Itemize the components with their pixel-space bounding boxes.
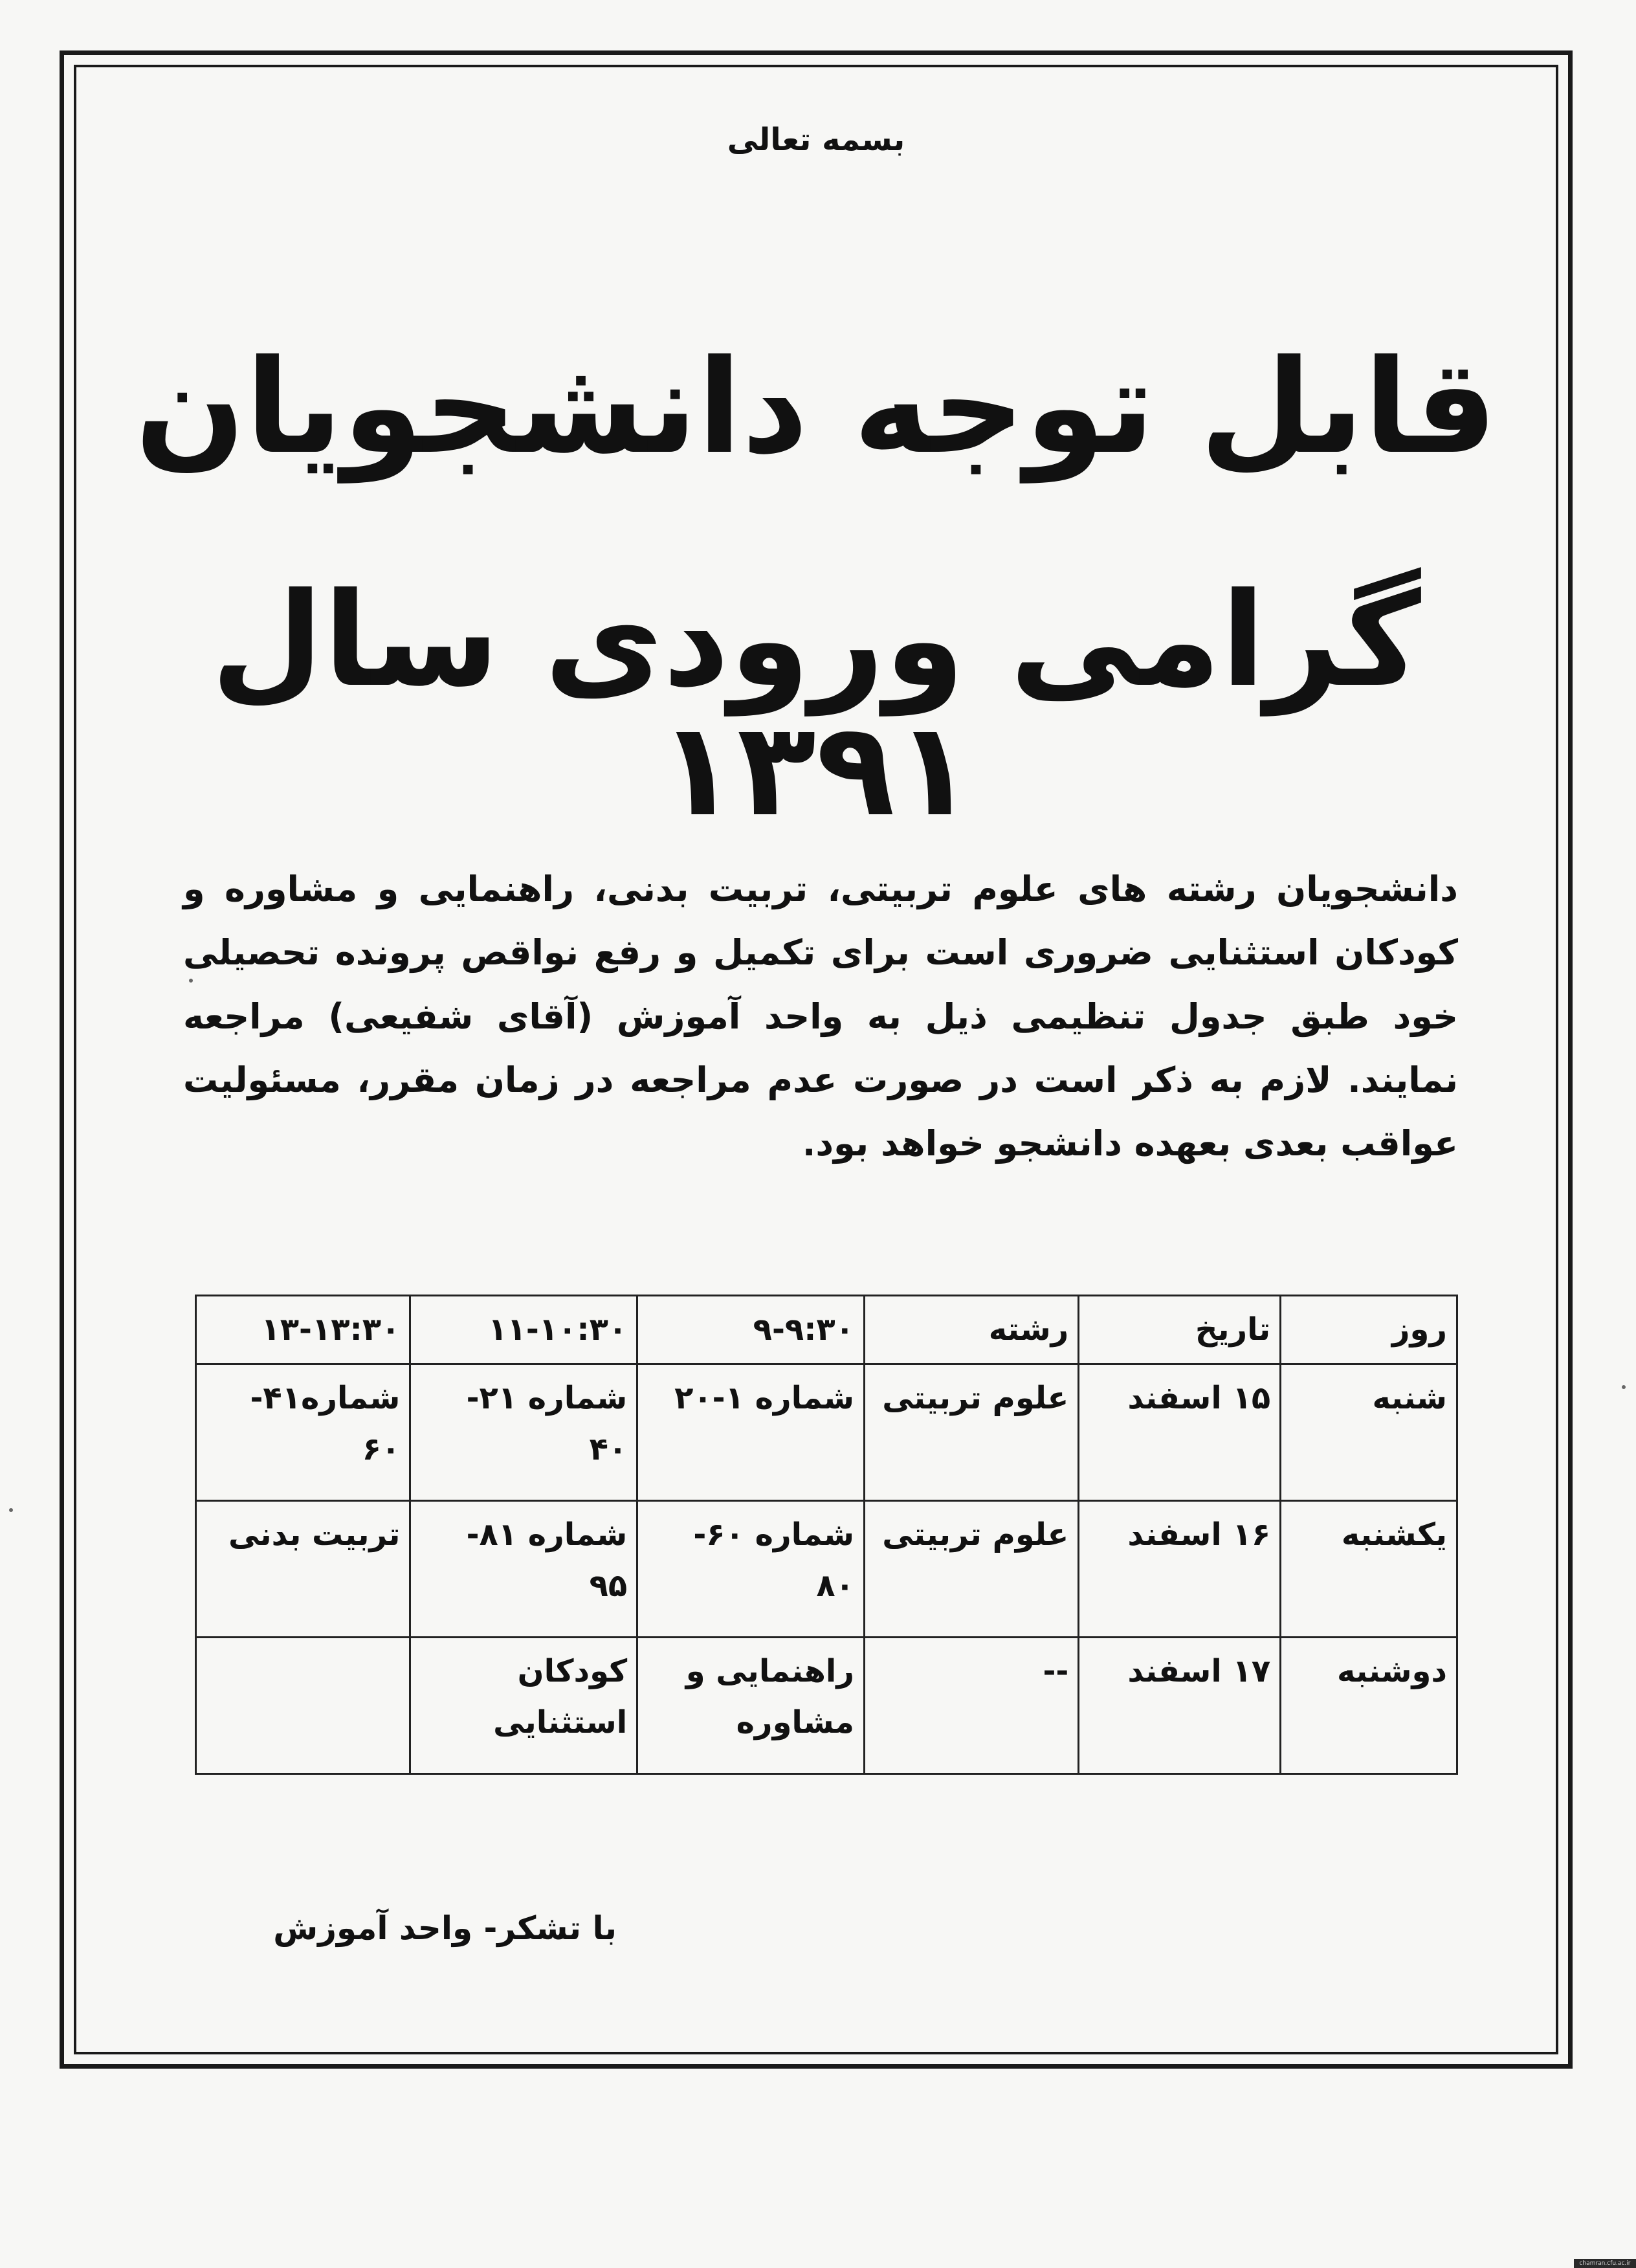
table-row bbox=[196, 1364, 1457, 1501]
title-line-2: گرامی ورودی سال ۱۳۹۱ bbox=[211, 565, 1421, 845]
cell-field: علوم تربیتی bbox=[864, 1364, 1078, 1501]
cell-field: -- bbox=[864, 1638, 1078, 1774]
scan-speck bbox=[1622, 1385, 1626, 1389]
footer-signature: با تشکر- واحد آموزش bbox=[273, 1909, 617, 1947]
notice-paragraph: دانشجویان رشته های علوم تربیتی، تربیت بدنی، راهنمایی و مشاوره و کودکان استثنایی ضروری است برای تکمیل و رفع نواقص پرونده تحصیلی خود طبق جدول تنظیمی ذیل به واحد آموزش (آقای شفیعی) مراجعه نمایند. لازم به ذکر است در صورت عدم مراجعه در زمان مقرر، مسئولیت عواقب بعدی بعهده دانشجو خواهد بود. bbox=[183, 869, 1458, 1164]
scan-speck bbox=[189, 979, 193, 983]
cell-slot-2: شماره ۲۱- ۴۰ bbox=[410, 1364, 637, 1501]
cell-slot-3: شماره۴۱- ۶۰ bbox=[196, 1364, 410, 1501]
watermark-badge: chamran.cfu.ac.ir bbox=[1574, 2259, 1636, 2268]
cell-day: دوشنبه bbox=[1281, 1638, 1457, 1774]
title-line-1: قابل توجه دانشجویان bbox=[135, 332, 1498, 483]
cell-slot-3 bbox=[196, 1638, 410, 1774]
cell-slot-3: تربیت بدنی bbox=[196, 1501, 410, 1638]
header-day: روز bbox=[1281, 1296, 1457, 1364]
cell-date: ۱۵ اسفند bbox=[1079, 1364, 1281, 1501]
cell-slot-1: شماره ۱-۲۰ bbox=[637, 1364, 865, 1501]
header-slot-3: ۱۳-۱۳:۳۰ bbox=[196, 1296, 410, 1364]
table-row bbox=[196, 1638, 1457, 1774]
table-row bbox=[196, 1501, 1457, 1638]
header-slot-1: ۹-۹:۳۰ bbox=[637, 1296, 865, 1364]
schedule-table bbox=[195, 1295, 1458, 1775]
cell-slot-1: راهنمایی و مشاوره bbox=[637, 1638, 865, 1774]
cell-date: ۱۶ اسفند bbox=[1079, 1501, 1281, 1638]
header-field: رشته bbox=[864, 1296, 1078, 1364]
cell-day: شنبه bbox=[1281, 1364, 1457, 1501]
cell-slot-1: شماره ۶۰- ۸۰ bbox=[637, 1501, 865, 1638]
notice-page bbox=[74, 65, 1558, 2054]
cell-field: علوم تربیتی bbox=[864, 1501, 1078, 1638]
cell-slot-2: کودکان استثنایی bbox=[410, 1638, 637, 1774]
scan-speck bbox=[9, 1508, 13, 1512]
header-date: تاریخ bbox=[1079, 1296, 1281, 1364]
table-header-row bbox=[196, 1296, 1457, 1364]
basmala-heading: بسمه تعالی bbox=[727, 122, 905, 158]
cell-slot-2: شماره ۸۱- ۹۵ bbox=[410, 1501, 637, 1638]
cell-day: یکشنبه bbox=[1281, 1501, 1457, 1638]
cell-date: ۱۷ اسفند bbox=[1079, 1638, 1281, 1774]
header-slot-2: ۱۱-۱۰:۳۰ bbox=[410, 1296, 637, 1364]
